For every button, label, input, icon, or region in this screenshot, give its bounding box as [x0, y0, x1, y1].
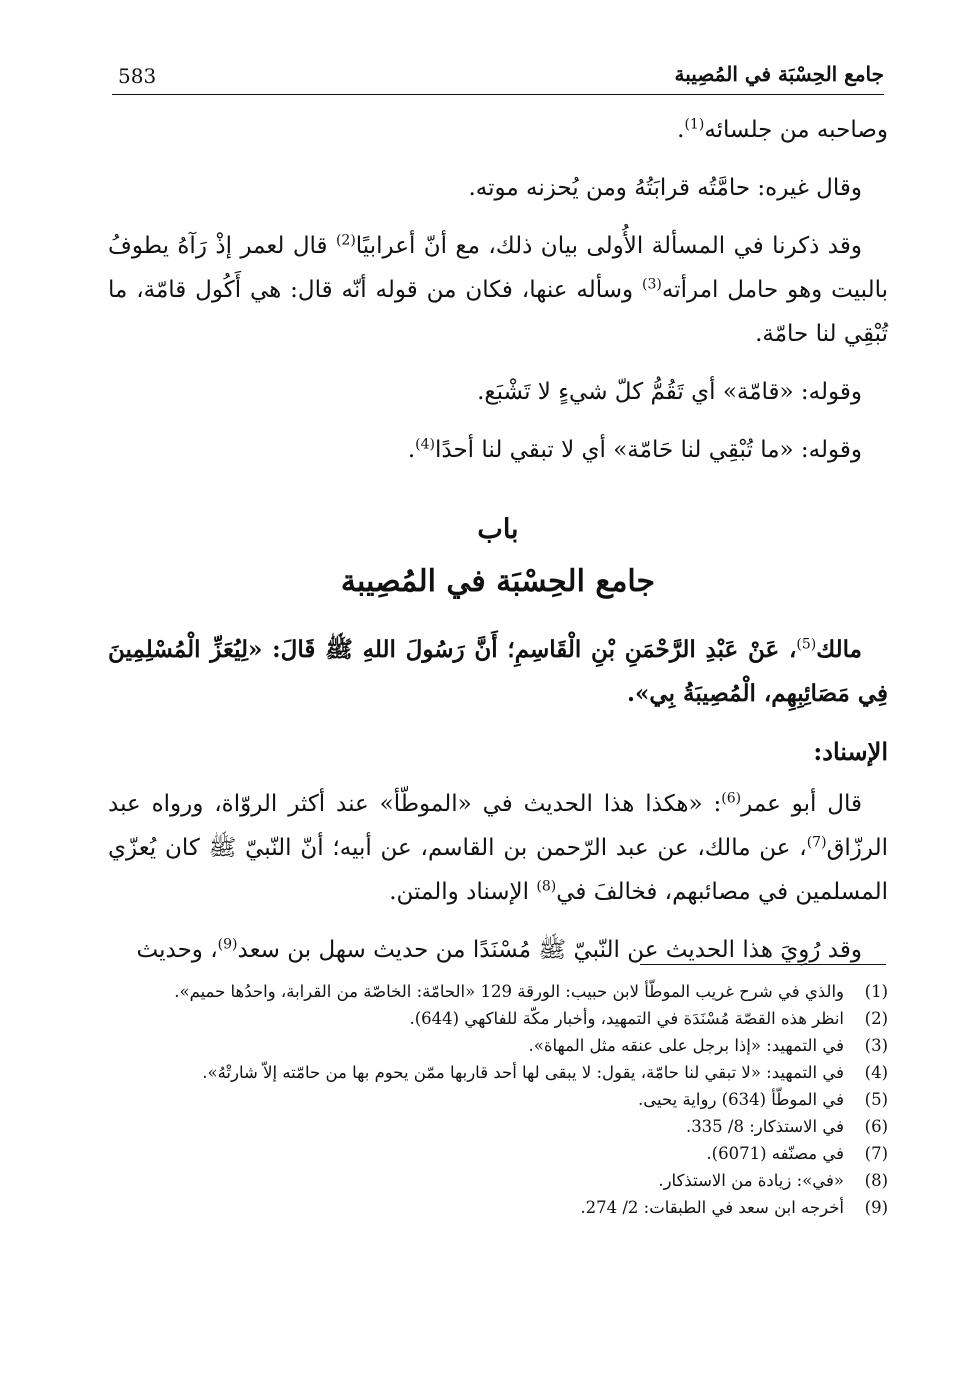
- paragraph-1-end: .: [677, 117, 685, 143]
- paragraph-1: [108, 108, 888, 152]
- footnote-ref: (3): [642, 276, 662, 293]
- page-number: 583: [118, 64, 157, 88]
- paragraph-5-text: وقوله: «ما تُبْقِي لنا حَامّة» أي لا تبقي لنا أحدًا: [434, 437, 862, 463]
- footnote-ref: (8): [536, 878, 557, 895]
- paragraph-5-end: .: [407, 437, 416, 463]
- footnote-text: انظر هذه القصّة مُسْنَدَة في التمهيد، وأخبار مكّة للفاكهي (644).: [409, 1009, 844, 1028]
- hadith-narrator: مالك: [816, 636, 862, 663]
- paragraph-7: [108, 928, 888, 972]
- page-header: [112, 60, 884, 95]
- footnote-number: (1): [864, 982, 888, 1001]
- isnad-heading: الإسناد:: [813, 737, 888, 766]
- footnote-text: في مصنّفه (6071).: [706, 1144, 844, 1163]
- paragraph-6-text-c: ، عن مالك، عن عبد الرّحمن بن القاسم، عن أبيه؛ أنّ النّبيّ ﷺ كان يُعزّي المسلمين في مصائبهم، فخالفَ في: [108, 835, 888, 905]
- footnote-ref: (6): [721, 790, 742, 807]
- paragraph-3: [108, 224, 888, 356]
- footnote: [108, 1059, 888, 1086]
- paragraph-7-text-a: وقد رُوِيَ هذا الحديث عن النّبيّ ﷺ مُسْنَدًا من حديث سهل بن سعد: [237, 937, 862, 963]
- paragraph-6-text-b: : «هكذا هذا الحديث في «الموطّأ» عند أكثر الروّاة، ورواه عبد الرزّاق: [108, 791, 888, 861]
- footnote-ref: (4): [415, 436, 435, 453]
- footnote-number: (8): [864, 1171, 888, 1190]
- footnote-ref: (2): [335, 232, 356, 249]
- paragraph-3-text-b: قال لعمر إذْ رَآهُ يطوفُ بالبيت وهو حامل امرأته: [108, 233, 889, 303]
- hadith-paragraph: [108, 628, 888, 716]
- footnote: [108, 1167, 888, 1194]
- footnote-text: والذي في شرح غريب الموطّأ لابن حبيب: الورقة 129 «الحامّة: الخاصّة من القرابة، واحدُها حميم».: [174, 982, 844, 1001]
- paragraph-3-text-a: وقد ذكرنا في المسألة الأُولى بيان ذلك، مع أنّ أعرابيًا: [355, 233, 862, 259]
- paragraph-2: وقال غيره: حامَّتُه قرابَتُهُ ومن يُحزنه موته.: [468, 175, 862, 201]
- footnote-number: (5): [864, 1090, 888, 1109]
- footnote-ref: (5): [796, 636, 817, 653]
- footnote-text: في التمهيد: «إذا برجل على عنقه مثل المهاة».: [528, 1036, 844, 1055]
- footnote-ref: (9): [217, 936, 238, 953]
- paragraph-7-text-b: ، وحديث: [136, 937, 218, 963]
- footnote-number: (3): [864, 1036, 888, 1055]
- paragraph-6-text-d: الإسناد والمتن.: [389, 879, 537, 905]
- footnote: [108, 1086, 888, 1113]
- paragraph-3-text-c: وسأله عنها، فكان من قوله أنّه قال: هي أَكُول قامّة، ما تُبْقِي لنا حامّة.: [108, 277, 888, 347]
- footnote-ref: (1): [684, 116, 705, 133]
- paragraph-6: [108, 782, 888, 914]
- footnote-text: في الاستذكار: 8/ 335.: [685, 1117, 844, 1136]
- footnote: [108, 978, 888, 1005]
- footnote-number: (9): [864, 1198, 888, 1217]
- footnote: [108, 1140, 888, 1167]
- paragraph-4: وقوله: «قامّة» أي تَقُمُّ كلّ شيءٍ لا تَشْبَع.: [477, 379, 862, 405]
- footnote-separator: [640, 964, 886, 965]
- main-text: [108, 108, 888, 986]
- footnote-text: أخرجه ابن سعد في الطبقات: 2/ 274.: [580, 1198, 844, 1217]
- footnotes: [108, 978, 888, 1221]
- footnote-number: (2): [864, 1009, 888, 1028]
- footnote: [108, 1113, 888, 1140]
- paragraph-5: [108, 428, 888, 472]
- chapter-label: باب: [477, 514, 519, 545]
- footnote-number: (4): [864, 1063, 888, 1082]
- chapter-title: جامع الحِسْبَة في المُصِيبة: [340, 564, 656, 599]
- footnote-text: في الموطّأ (634) رواية يحيى.: [637, 1090, 844, 1109]
- footnote: [108, 1032, 888, 1059]
- footnote-text: «في»: زيادة من الاستذكار.: [658, 1171, 844, 1190]
- footnote: [108, 1005, 888, 1032]
- paragraph-1-text: وصاحبه من جلسائه: [704, 117, 888, 143]
- paragraph-6-text-a: قال أبو عمر: [741, 791, 862, 817]
- footnote-ref: (7): [806, 834, 827, 851]
- footnote-text: في التمهيد: «لا تبقي لنا حامّة، يقول: لا يبقى لها أحد قاربها ممّن يحوم بها من حامّته إلاّ شارتْهُ».: [202, 1063, 844, 1082]
- footnote: [108, 1194, 888, 1221]
- footnote-number: (7): [864, 1144, 888, 1163]
- hadith-text: ، عَنْ عَبْدِ الرَّحْمَنِ بْنِ الْقَاسِمِ؛ أَنَّ رَسُولَ اللهِ ﷺ قَالَ: «لِيُعَزِّ الْمُسْلِمِينَ فِي مَصَائِبِهِم، الْمُصِيبَةُ بِي».: [108, 636, 888, 707]
- running-title: جامع الحِسْبَة في المُصِيبة: [674, 62, 884, 86]
- footnote-number: (6): [864, 1117, 888, 1136]
